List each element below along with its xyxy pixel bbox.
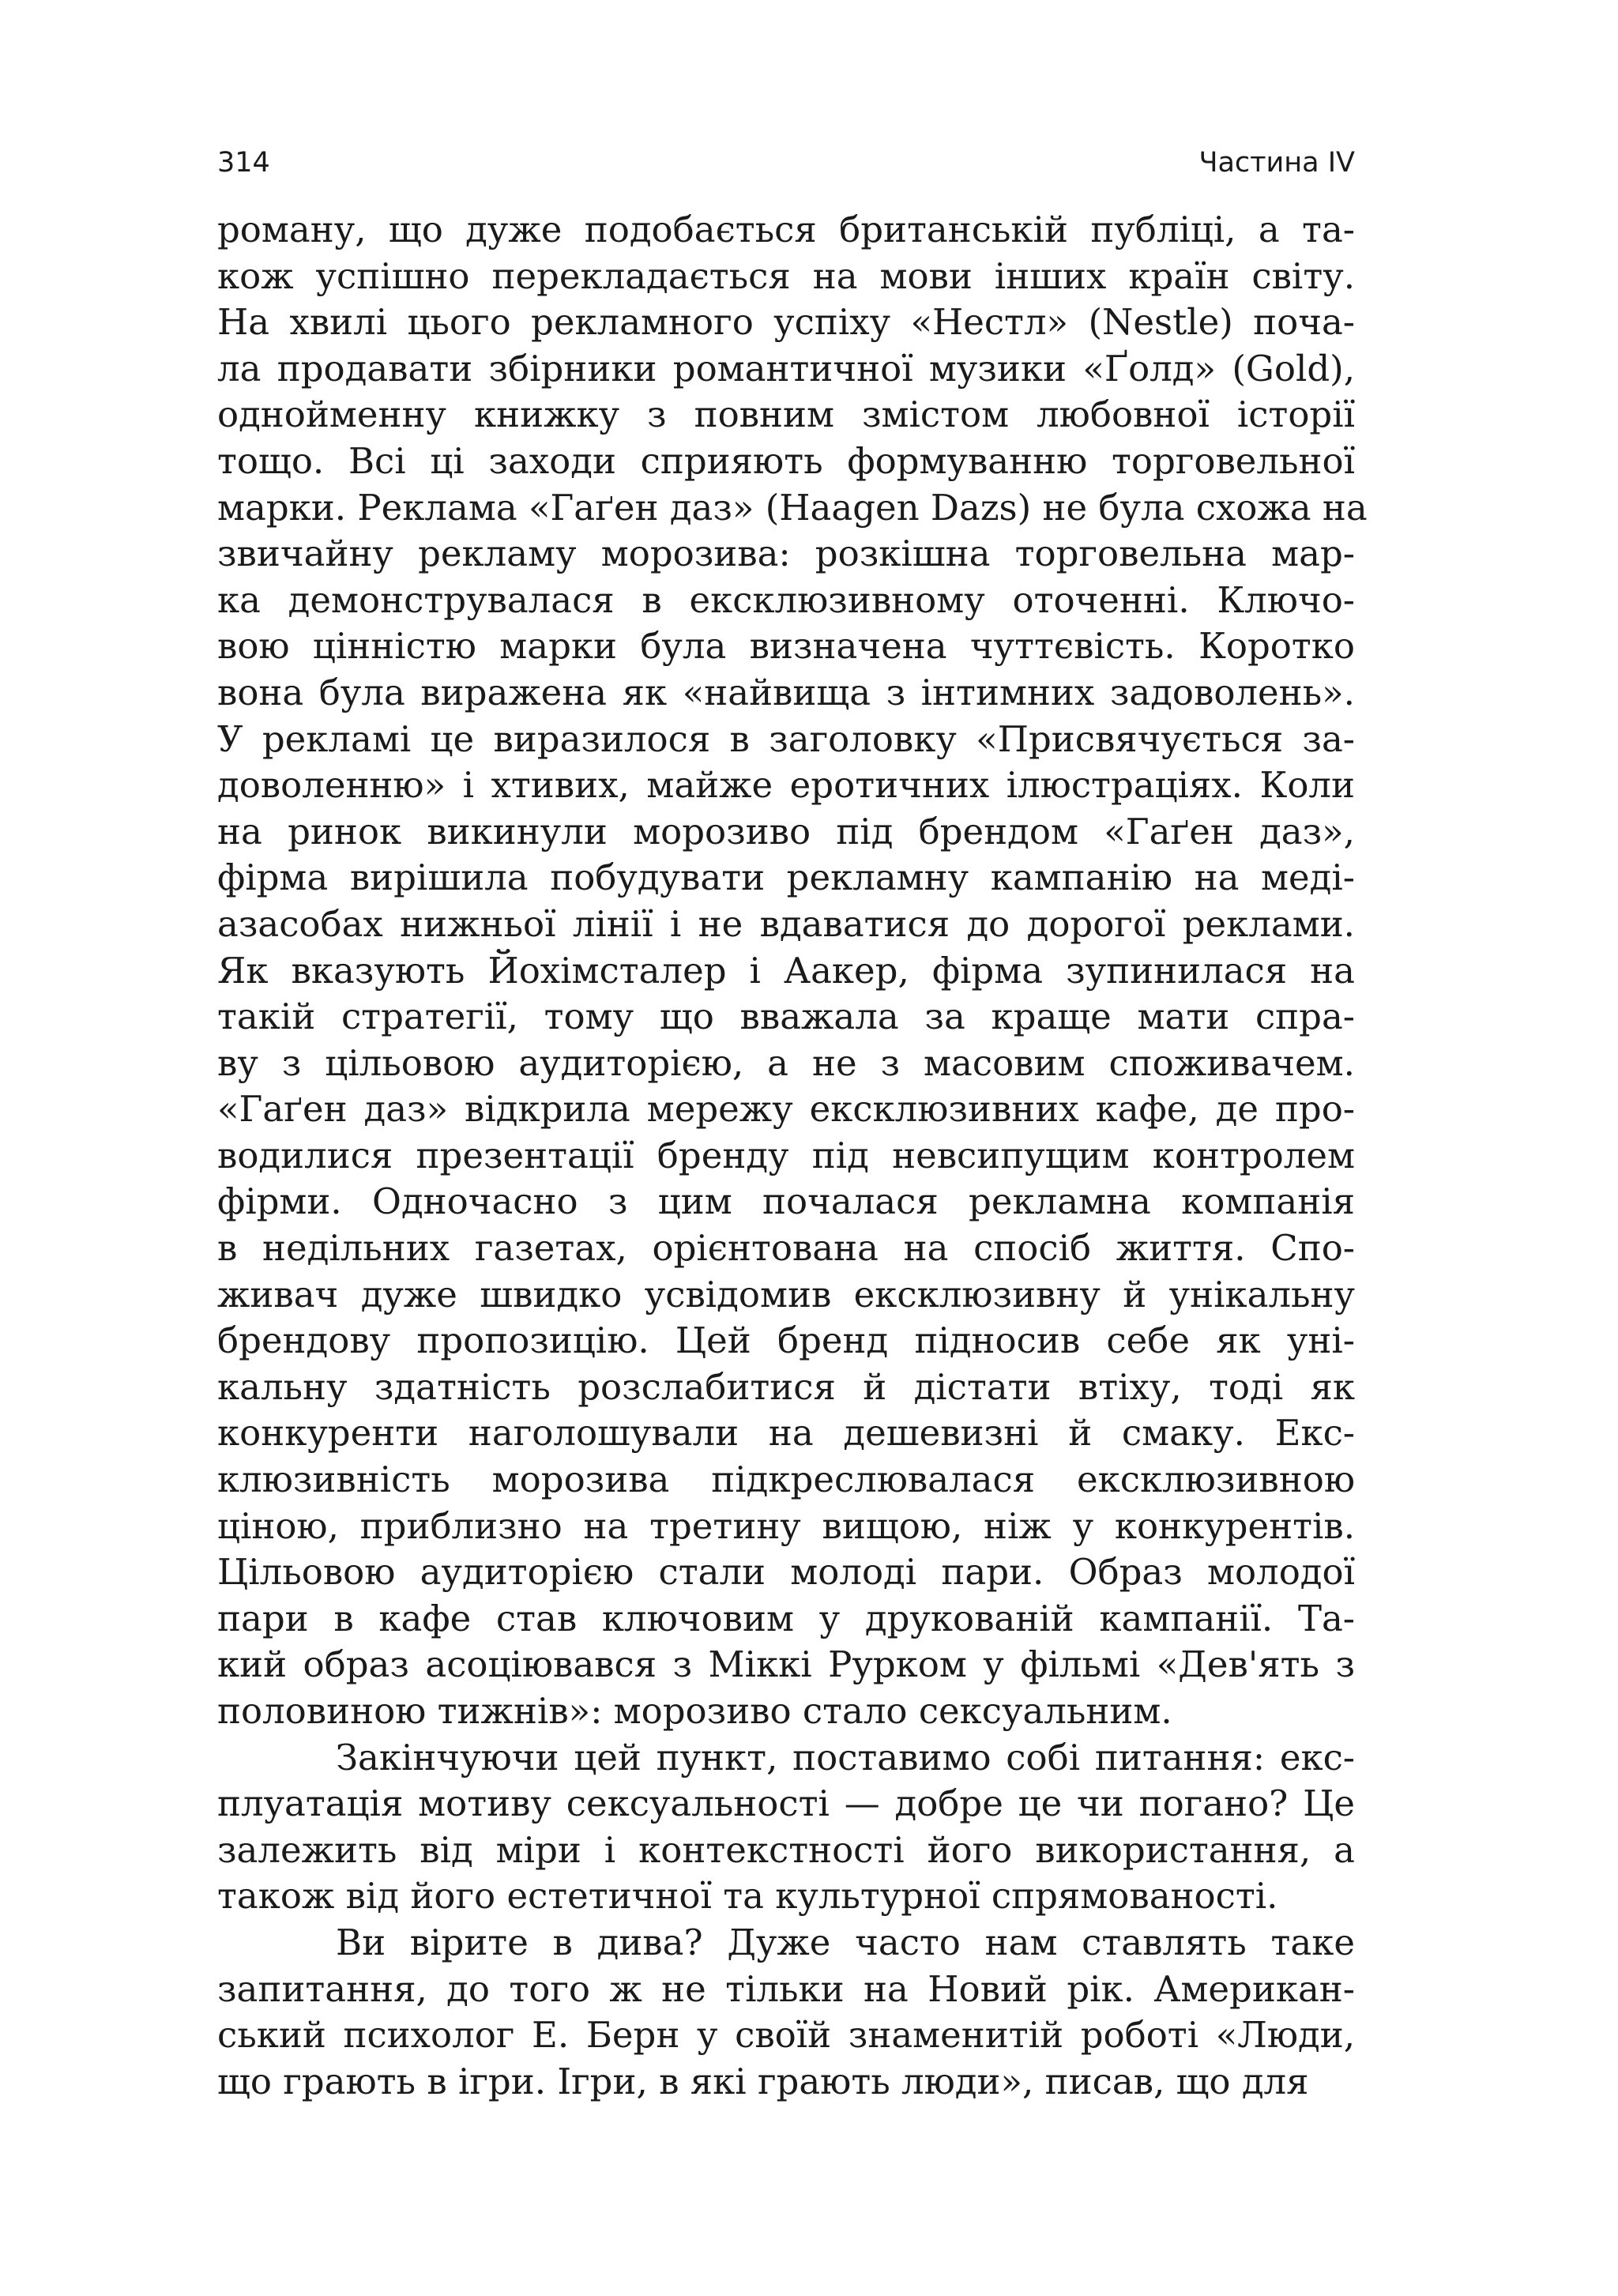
text-line: в недільних газетах, орієнтована на спосіб життя. Спо- bbox=[217, 1227, 1355, 1270]
text-line: половиною тижнів»: морозиво стало сексуальним. bbox=[217, 1690, 1172, 1732]
text-line: однойменну книжку з повним змістом любовної історії bbox=[217, 393, 1355, 436]
text-line: пари в кафе став ключовим у друкованій кампанії. Та- bbox=[217, 1597, 1355, 1639]
text-line: такій стратегії, тому що вважала за краще мати спра- bbox=[217, 996, 1355, 1038]
text-line: також від його естетичної та культурної спрямованості. bbox=[217, 1875, 1278, 1918]
body-text bbox=[217, 207, 1368, 2105]
text-line: кальну здатність розслабитися й дістати втіху, тоді як bbox=[217, 1365, 1355, 1408]
text-line: клюзивність морозива підкреслювалася ексклюзивною bbox=[217, 1459, 1355, 1501]
text-line: кий образ асоціювався з Міккі Рурком у фільмі «Дев'ять з bbox=[217, 1643, 1355, 1686]
text-line: конкуренти наголошували на дешевизні й смаку. Екс- bbox=[217, 1412, 1355, 1455]
text-line: що грають в ігри. Ігри, в які грають люди», писав, що для bbox=[217, 2060, 1309, 2102]
text-line: «Гаґен даз» відкрила мережу ексклюзивних кафе, де про- bbox=[217, 1088, 1355, 1131]
text-line: плуатація мотиву сексуальності — добре це чи погано? Це bbox=[217, 1782, 1355, 1825]
text-line: Закінчуючи цей пункт, поставимо собі питання: екс- bbox=[336, 1736, 1355, 1778]
text-line: фірма вирішила побудувати рекламну кампанію на меді- bbox=[217, 856, 1355, 899]
paragraph bbox=[217, 207, 1368, 1735]
text-line: ціною, приблизно на третину вищою, ніж у конкурентів. bbox=[217, 1504, 1355, 1547]
text-line: на ринок викинули морозиво під брендом «Гаґен даз», bbox=[217, 810, 1355, 853]
text-line: ла продавати збірники романтичної музики «Ґолд» (Gold), bbox=[217, 347, 1355, 390]
paragraph bbox=[217, 1920, 1355, 2105]
text-line: роману, що дуже подобається британській публіці, а та- bbox=[217, 209, 1355, 250]
text-line: водилися презентації бренду під невсипущим контролем bbox=[217, 1134, 1355, 1176]
text-line: живач дуже швидко усвідомив ексклюзивну й унікальну bbox=[217, 1273, 1355, 1315]
text-line: брендову пропозицію. Цей бренд підносив себе як уні- bbox=[217, 1319, 1355, 1362]
text-line: звичайну рекламу морозива: розкішна торговельна мар- bbox=[217, 533, 1355, 575]
text-line: На хвилі цього рекламного успіху «Нестл» (Nestle) поча- bbox=[217, 301, 1355, 344]
text-line: ка демонструвалася в ексклюзивному оточенні. Ключо- bbox=[217, 578, 1355, 621]
text-line: вона була виражена як «найвища з інтимних задоволень». bbox=[217, 671, 1355, 713]
text-line: залежить від міри і контекстності його використання, а bbox=[217, 1828, 1355, 1871]
text-line: запитання, до того ж не тільки на Новий рік. Американ- bbox=[217, 1967, 1355, 2010]
text-line: У рекламі це виразилося в заголовку «Присвячується за- bbox=[217, 717, 1355, 760]
text-line: Цільовою аудиторією стали молоді пари. Образ молодої bbox=[217, 1551, 1355, 1594]
text-line: кож успішно перекладається на мови інших країн світу. bbox=[217, 254, 1355, 297]
text-line: вою цінністю марки була визначена чуттєвість. Коротко bbox=[217, 625, 1355, 668]
text-line: Ви вірите в дива? Дуже часто нам ставлять таке bbox=[336, 1921, 1355, 1963]
text-line: ву з цільовою аудиторією, а не з масовим споживачем. bbox=[217, 1041, 1355, 1084]
page-header bbox=[217, 147, 1355, 194]
text-line: фірми. Одночасно з цим почалася рекламна компанія bbox=[217, 1180, 1355, 1223]
text-line: Як вказують Йохімсталер і Аакер, фірма зупинилася на bbox=[217, 949, 1355, 992]
text-line: ський психолог Е. Берн у своїй знаменитій роботі «Люди, bbox=[217, 2014, 1355, 2057]
text-line: азасобах нижньої лінії і не вдаватися до дорогої реклами. bbox=[217, 902, 1355, 945]
page-number: 314 bbox=[217, 147, 270, 179]
text-line: тощо. Всі ці заходи сприяють формуванню торговельної bbox=[217, 439, 1355, 482]
paragraph bbox=[217, 1735, 1355, 1920]
running-head: Частина IV bbox=[1198, 147, 1355, 179]
text-line: доволенню» і хтивих, майже еротичних ілюстраціях. Коли bbox=[217, 764, 1355, 807]
text-line: марки. Реклама «Гаґен даз» (Haagen Dazs) не була схожа на bbox=[217, 486, 1368, 529]
